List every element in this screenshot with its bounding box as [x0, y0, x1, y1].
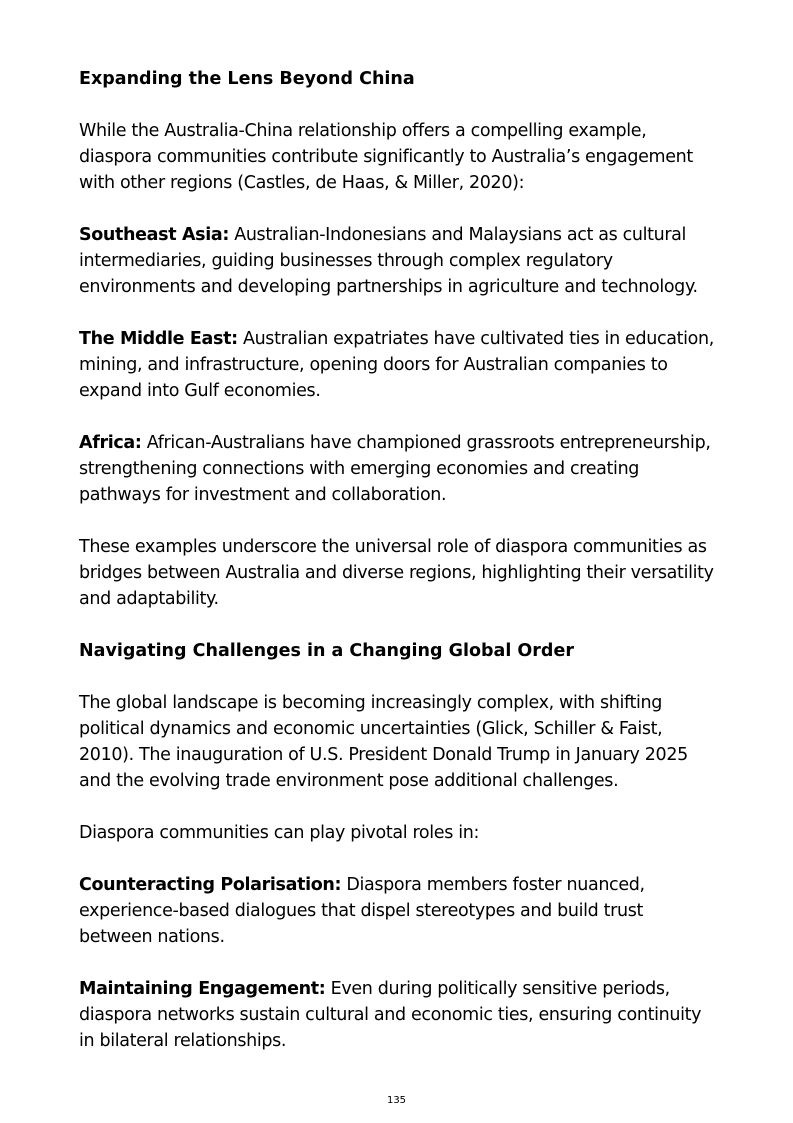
item-text: African-Australians have championed grassroots entrepreneurship, strengthening connections with emerging economies and creating pathways for investment and collaboration. — [79, 433, 711, 505]
item-label: Maintaining Engagement: — [79, 979, 326, 999]
item-label: The Middle East: — [79, 329, 238, 349]
page-number: 135 — [386, 1095, 407, 1106]
conclusion-paragraph: These examples underscore the universal role of diaspora communities as bridges between Australia and diverse regions, highlighting their versatility and adaptability. — [79, 537, 714, 609]
intro-paragraph: While the Australia-China relationship offers a compelling example, diaspora communities contribute significantly to Australia’s engagement with other regions (Castles, de Haas, & Miller, 2020): — [79, 121, 693, 193]
item-counteracting-polarisation — [79, 872, 719, 950]
section-heading-navigating-challenges: Navigating Challenges in a Changing Global Order — [79, 641, 574, 661]
item-maintaining-engagement — [79, 976, 719, 1054]
item-label: Africa: — [79, 433, 142, 453]
item-text: Diaspora members foster nuanced, experience-based dialogues that dispel stereotypes and build trust between nations. — [79, 875, 645, 947]
item-middle-east — [79, 326, 719, 404]
lead-paragraph: Diaspora communities can play pivotal roles in: — [79, 823, 479, 843]
item-text: Australian-Indonesians and Malaysians act as cultural intermediaries, guiding businesses through complex regulatory environments and developing partnerships in agriculture and technology. — [79, 225, 698, 297]
document-page — [79, 66, 719, 1054]
item-text: Even during politically sensitive periods, diaspora networks sustain cultural and economic ties, ensuring continuity in bilateral relationships. — [79, 979, 702, 1051]
item-label: Southeast Asia: — [79, 225, 229, 245]
section-heading-expanding-lens: Expanding the Lens Beyond China — [79, 69, 415, 89]
item-label: Counteracting Polarisation: — [79, 875, 342, 895]
item-southeast-asia — [79, 222, 719, 300]
global-landscape-paragraph: The global landscape is becoming increasingly complex, with shifting political dynamics and economic uncertainties (Glick, Schiller & Faist, 2010). The inauguration of U.S. President Donald Trump in January 2025 and the evolving trade environment pose additional challenges. — [79, 693, 688, 791]
item-text: Australian expatriates have cultivated ties in education, mining, and infrastructure, opening doors for Australian companies to expand into Gulf economies. — [79, 329, 714, 401]
item-africa — [79, 430, 719, 508]
